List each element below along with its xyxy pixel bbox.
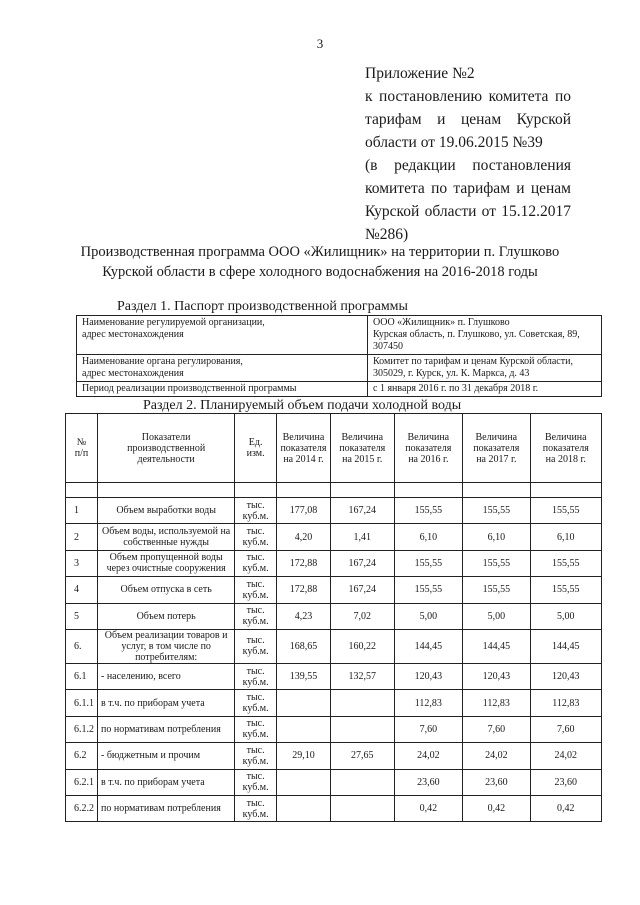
table-row [66, 577, 602, 603]
table-row [66, 550, 602, 576]
unit-line: тыс. [246, 797, 265, 809]
cell-name: Объем потерь [98, 603, 235, 629]
header-2017: Величина показателя на 2017 г. [463, 414, 531, 483]
cell-unit [235, 716, 277, 742]
cell-v2014 [276, 690, 330, 716]
cell-name: по нормативам потребления [98, 716, 235, 742]
cell-name: по нормативам потребления [98, 795, 235, 821]
cell-v2018: 112,83 [530, 690, 601, 716]
cell-no: 6.1.1 [66, 690, 98, 716]
section2-heading: Раздел 2. Планируемый объем подачи холодной воды [143, 398, 462, 413]
cell-v2018: 5,00 [530, 603, 601, 629]
header-unit: Ед. изм. [235, 414, 277, 483]
unit-line: куб.м. [242, 646, 269, 658]
unit-line: куб.м. [242, 782, 269, 794]
unit-line: куб.м. [242, 676, 269, 688]
cell-unit [235, 690, 277, 716]
cell-no: 6.2.1 [66, 769, 98, 795]
cell-v2014 [276, 769, 330, 795]
unit-line: куб.м. [242, 537, 269, 549]
cell-unit [235, 663, 277, 689]
cell-v2016: 155,55 [394, 577, 462, 603]
cell-name: Объем выработки воды [98, 498, 235, 524]
cell-v2016: 24,02 [394, 743, 462, 769]
cell-unit [235, 498, 277, 524]
water-volume-table [65, 413, 602, 822]
title-line: Производственная программа ООО «Жилищник» на территории п. Глушково [80, 244, 560, 260]
cell-name: Объем пропущенной воды через очистные сооружения [98, 550, 235, 576]
header-2018: Величина показателя на 2018 г. [530, 414, 601, 483]
passport-label [77, 316, 368, 355]
passport-label [77, 382, 368, 397]
unit-line: куб.м. [242, 563, 269, 575]
label-line: адрес местонахождения [82, 329, 184, 340]
cell-v2016: 6,10 [394, 524, 462, 550]
cell-v2016: 155,55 [394, 498, 462, 524]
value-line: Комитет по тарифам и ценам Курской области, [373, 356, 573, 367]
cell-name: Объем реализации товаров и услуг, в том числе по потребителям: [98, 629, 235, 663]
cell-name: в т.ч. по приборам учета [98, 769, 235, 795]
passport-value [368, 355, 602, 382]
cell-v2017: 155,55 [463, 498, 531, 524]
cell-v2017: 144,45 [463, 629, 531, 663]
appendix-line: Курской области от 15.12.2017 [365, 203, 571, 220]
value-line: 307450 [373, 341, 403, 352]
cell-v2015: 7,02 [330, 603, 394, 629]
cell-v2017: 155,55 [463, 577, 531, 603]
unit-line: куб.м. [242, 589, 269, 601]
cell-no: 6. [66, 629, 98, 663]
cell-no: 6.2 [66, 743, 98, 769]
appendix-line: тарифам и ценам Курской [365, 111, 571, 128]
cell-v2018: 144,45 [530, 629, 601, 663]
unit-line: тыс. [246, 692, 265, 704]
cell-v2014 [276, 716, 330, 742]
unit-line: тыс. [246, 744, 265, 756]
value-line: ООО «Жилищник» п. Глушково [373, 317, 510, 328]
cell-no: 4 [66, 577, 98, 603]
cell-v2014: 4,20 [276, 524, 330, 550]
appendix-line: Приложение №2 [365, 65, 475, 82]
passport-value [368, 382, 602, 397]
cell-no: 6.1 [66, 663, 98, 689]
cell-v2018: 7,60 [530, 716, 601, 742]
cell-v2018: 155,55 [530, 498, 601, 524]
cell-v2017: 24,02 [463, 743, 531, 769]
cell-unit [235, 795, 277, 821]
title-line: Курской области в сфере холодного водоснабжения на 2016-2018 годы [102, 264, 538, 280]
page-number: 3 [316, 36, 324, 51]
cell-v2017: 155,55 [463, 550, 531, 576]
appendix-line: к постановлению комитета по [365, 88, 571, 105]
unit-line: тыс. [246, 605, 265, 617]
cell-unit [235, 769, 277, 795]
label-line: Наименование регулируемой организации, [82, 317, 265, 328]
cell-v2016: 120,43 [394, 663, 462, 689]
header-2016: Величина показателя на 2016 г. [394, 414, 462, 483]
table-row [66, 795, 602, 821]
header-2015: Величина показателя на 2015 г. [330, 414, 394, 483]
cell-v2015: 160,22 [330, 629, 394, 663]
cell-no: 6.2.2 [66, 795, 98, 821]
table-row [66, 603, 602, 629]
label-line: адрес местонахождения [82, 368, 184, 379]
cell-unit [235, 577, 277, 603]
cell-v2018: 23,60 [530, 769, 601, 795]
cell-v2014: 177,08 [276, 498, 330, 524]
cell-v2015: 27,65 [330, 743, 394, 769]
cell-v2015 [330, 690, 394, 716]
passport-table [76, 315, 602, 397]
cell-name: в т.ч. по приборам учета [98, 690, 235, 716]
header-2014: Величина показателя на 2014 г. [276, 414, 330, 483]
cell-v2015: 132,57 [330, 663, 394, 689]
cell-no: 2 [66, 524, 98, 550]
table-row [66, 690, 602, 716]
unit-line: куб.м. [242, 616, 269, 628]
cell-unit [235, 603, 277, 629]
unit-line: тыс. [246, 665, 265, 677]
appendix-line: области от 19.06.2015 №39 [365, 134, 543, 151]
unit-line: куб.м. [242, 755, 269, 767]
cell-name: Объем отпуска в сеть [98, 577, 235, 603]
table-row [66, 663, 602, 689]
table-header-row [66, 414, 602, 483]
cell-v2016: 144,45 [394, 629, 462, 663]
cell-name: - населению, всего [98, 663, 235, 689]
appendix-block [365, 62, 571, 246]
cell-v2015: 167,24 [330, 550, 394, 576]
cell-name: Объем воды, используемой на собственные нужды [98, 524, 235, 550]
cell-v2014: 29,10 [276, 743, 330, 769]
label-line: Наименование органа регулирования, [82, 356, 243, 367]
table-row [66, 524, 602, 550]
cell-v2017: 112,83 [463, 690, 531, 716]
cell-v2014: 4,23 [276, 603, 330, 629]
cell-v2018: 24,02 [530, 743, 601, 769]
unit-line: тыс. [246, 771, 265, 783]
table-row [66, 769, 602, 795]
unit-line: тыс. [246, 578, 265, 590]
cell-v2017: 6,10 [463, 524, 531, 550]
cell-no: 5 [66, 603, 98, 629]
cell-v2014: 168,65 [276, 629, 330, 663]
cell-v2015 [330, 716, 394, 742]
cell-v2016: 155,55 [394, 550, 462, 576]
header-no: № п/п [66, 414, 98, 483]
cell-v2015: 167,24 [330, 498, 394, 524]
table-row [66, 498, 602, 524]
cell-v2018: 120,43 [530, 663, 601, 689]
unit-line: тыс. [246, 552, 265, 564]
cell-v2017: 120,43 [463, 663, 531, 689]
section1-heading: Раздел 1. Паспорт производственной программы [117, 299, 408, 314]
cell-unit [235, 524, 277, 550]
cell-v2014: 139,55 [276, 663, 330, 689]
cell-v2017: 7,60 [463, 716, 531, 742]
value-line: с 1 января 2016 г. по 31 декабря 2018 г. [373, 383, 539, 394]
unit-line: тыс. [246, 499, 265, 511]
unit-line: куб.м. [242, 703, 269, 715]
cell-v2018: 155,55 [530, 577, 601, 603]
cell-v2016: 112,83 [394, 690, 462, 716]
cell-v2018: 0,42 [530, 795, 601, 821]
cell-v2014: 172,88 [276, 550, 330, 576]
cell-v2014 [276, 795, 330, 821]
table-row [66, 716, 602, 742]
passport-label [77, 355, 368, 382]
cell-v2015: 1,41 [330, 524, 394, 550]
cell-v2015 [330, 769, 394, 795]
cell-v2018: 6,10 [530, 524, 601, 550]
cell-v2018: 155,55 [530, 550, 601, 576]
cell-v2016: 5,00 [394, 603, 462, 629]
cell-unit [235, 743, 277, 769]
unit-line: тыс. [246, 718, 265, 730]
value-line: Курская область, п. Глушково, ул. Советская, 89, [373, 329, 580, 340]
document-title [60, 242, 580, 282]
cell-no: 6.1.2 [66, 716, 98, 742]
passport-row [77, 382, 602, 397]
cell-v2015 [330, 795, 394, 821]
cell-no: 1 [66, 498, 98, 524]
cell-v2014: 172,88 [276, 577, 330, 603]
appendix-line: №286) [365, 226, 409, 243]
cell-v2016: 23,60 [394, 769, 462, 795]
cell-v2017: 23,60 [463, 769, 531, 795]
passport-row [77, 355, 602, 382]
header-name: Показатели производственной деятельности [98, 414, 235, 483]
cell-v2017: 0,42 [463, 795, 531, 821]
label-line: Период реализации производственной программы [82, 383, 297, 394]
cell-v2016: 7,60 [394, 716, 462, 742]
unit-line: тыс. [246, 526, 265, 538]
cell-unit [235, 550, 277, 576]
value-line: 305029, г. Курск, ул. К. Маркса, д. 43 [373, 368, 530, 379]
table-gap-row [66, 483, 602, 498]
passport-row [77, 316, 602, 355]
cell-v2015: 167,24 [330, 577, 394, 603]
table-row [66, 743, 602, 769]
cell-v2016: 0,42 [394, 795, 462, 821]
cell-no: 3 [66, 550, 98, 576]
passport-value [368, 316, 602, 355]
unit-line: куб.м. [242, 510, 269, 522]
cell-name: - бюджетным и прочим [98, 743, 235, 769]
cell-v2017: 5,00 [463, 603, 531, 629]
appendix-line: комитета по тарифам и ценам [365, 180, 571, 197]
appendix-line: (в редакции постановления [365, 157, 571, 174]
table-row [66, 629, 602, 663]
unit-line: куб.м. [242, 729, 269, 741]
unit-line: тыс. [246, 635, 265, 647]
cell-unit [235, 629, 277, 663]
unit-line: куб.м. [242, 808, 269, 820]
